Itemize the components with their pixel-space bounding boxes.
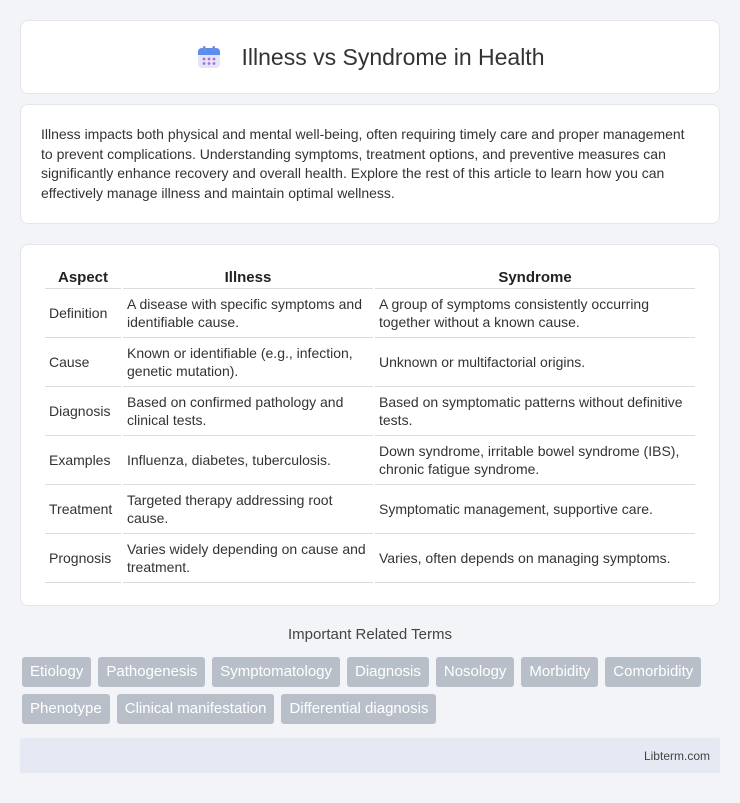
footer [20,738,720,773]
table-cell-syndrome: Varies, often depends on managing symptoms. [375,534,695,583]
tag-morbidity[interactable]: Morbidity [521,657,598,687]
header-card [20,20,720,94]
column-header-syndrome: Syndrome [375,263,695,289]
table-cell-aspect: Definition [45,289,121,338]
table-cell-syndrome: Down syndrome, irritable bowel syndrome (IBS), chronic fatigue syndrome. [375,436,695,485]
table-cell-aspect: Examples [45,436,121,485]
tag-symptomatology[interactable]: Symptomatology [212,657,340,687]
tag-clinical-manifestation[interactable]: Clinical manifestation [117,694,275,724]
tag-etiology[interactable]: Etiology [22,657,91,687]
tag-comorbidity[interactable]: Comorbidity [605,657,701,687]
table-row [45,485,695,534]
table-cell-illness: Known or identifiable (e.g., infection, genetic mutation). [123,338,373,387]
table-cell-illness: Varies widely depending on cause and treatment. [123,534,373,583]
table-header-row [45,263,695,289]
intro-text: Illness impacts both physical and mental well-being, often requiring timely care and proper management to prevent complications. Understanding symptoms, treatment options, and preventive measures can significantly enhance recovery and overall health. Explore the rest of this article to learn how you can effectively manage illness and maintain optimal wellness. [41,126,685,201]
tag-nosology[interactable]: Nosology [436,657,515,687]
table-cell-aspect: Diagnosis [45,387,121,436]
table-cell-illness: A disease with specific symptoms and identifiable cause. [123,289,373,338]
calendar-icon [196,44,222,70]
table-cell-aspect: Prognosis [45,534,121,583]
table-row [45,387,695,436]
tag-pathogenesis[interactable]: Pathogenesis [98,657,205,687]
tag-phenotype[interactable]: Phenotype [22,694,110,724]
related-terms-title: Important Related Terms [288,626,452,643]
table-cell-syndrome: A group of symptoms consistently occurring together without a known cause. [375,289,695,338]
table-cell-syndrome: Symptomatic management, supportive care. [375,485,695,534]
table-cell-syndrome: Based on symptomatic patterns without definitive tests. [375,387,695,436]
comparison-table-card [20,244,720,606]
table-row [45,338,695,387]
intro-card [20,104,720,224]
table-cell-illness: Influenza, diabetes, tuberculosis. [123,436,373,485]
tag-differential-diagnosis[interactable]: Differential diagnosis [281,694,436,724]
comparison-table [43,263,697,583]
column-header-aspect: Aspect [45,263,121,289]
table-cell-illness: Targeted therapy addressing root cause. [123,485,373,534]
table-cell-syndrome: Unknown or multifactorial origins. [375,338,695,387]
tag-diagnosis[interactable]: Diagnosis [347,657,429,687]
table-row [45,436,695,485]
table-cell-aspect: Treatment [45,485,121,534]
table-cell-aspect: Cause [45,338,121,387]
table-cell-illness: Based on confirmed pathology and clinical tests. [123,387,373,436]
table-row [45,534,695,583]
column-header-illness: Illness [123,263,373,289]
related-terms-tags [22,657,722,724]
page-title: Illness vs Syndrome in Health [241,43,545,70]
footer-site-link[interactable]: Libterm.com [643,749,710,763]
table-row [45,289,695,338]
